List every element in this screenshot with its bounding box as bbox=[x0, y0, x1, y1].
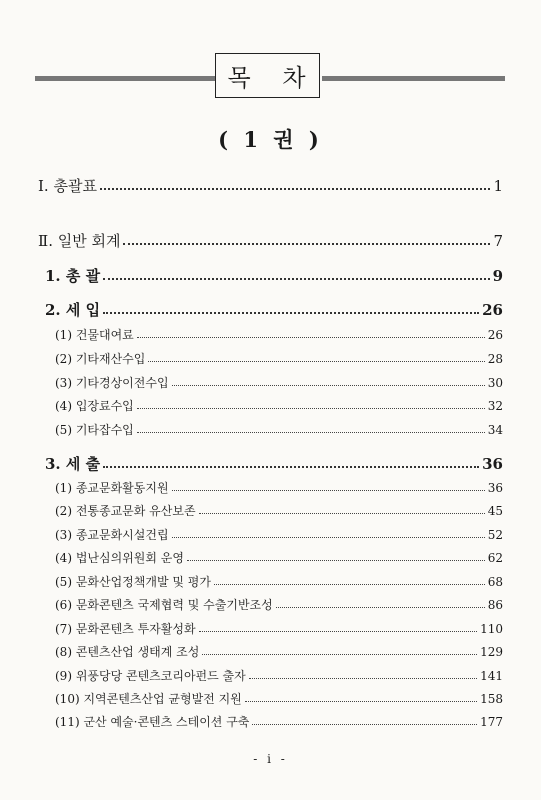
toc-page: 9 bbox=[492, 267, 503, 285]
leader-dots bbox=[148, 361, 484, 362]
toc-label: (1) 건물대여료 bbox=[55, 328, 134, 342]
toc-page: 141 bbox=[480, 669, 503, 683]
toc-label: (10) 지역콘텐츠산업 균형발전 지원 bbox=[55, 692, 242, 706]
leader-dots bbox=[276, 607, 485, 608]
toc-page: 28 bbox=[487, 352, 503, 366]
volume-label: ( 1 권 ) bbox=[218, 127, 323, 152]
leader-dots bbox=[199, 631, 478, 632]
toc-label: (6) 문화콘텐츠 국제협력 및 수출기반조성 bbox=[55, 598, 273, 612]
toc-page: 26 bbox=[487, 328, 503, 342]
leader-dots bbox=[137, 408, 485, 409]
toc-label: (3) 종교문화시설건립 bbox=[55, 528, 169, 542]
leader-dots bbox=[202, 654, 477, 655]
title-rule-left bbox=[35, 76, 215, 81]
toc-item[interactable] bbox=[55, 549, 503, 566]
toc-label: 3. 세 출 bbox=[45, 455, 101, 473]
toc-page: 52 bbox=[487, 528, 503, 542]
toc-label: (5) 문화산업정책개발 및 평가 bbox=[55, 575, 211, 589]
toc-item[interactable] bbox=[55, 502, 503, 519]
leader-dots bbox=[100, 188, 491, 190]
toc-item[interactable] bbox=[55, 620, 503, 637]
toc-page: 45 bbox=[487, 504, 503, 518]
toc-label: (2) 기타재산수입 bbox=[55, 352, 146, 366]
leader-dots bbox=[245, 701, 477, 702]
toc-label: (4) 입장료수입 bbox=[55, 399, 134, 413]
toc-chapter-1[interactable] bbox=[45, 265, 503, 286]
toc-section-1[interactable] bbox=[38, 175, 503, 196]
leader-dots bbox=[187, 560, 485, 561]
leader-dots bbox=[103, 278, 489, 280]
toc-item[interactable] bbox=[55, 479, 503, 496]
toc-chapter-2[interactable] bbox=[45, 299, 503, 320]
toc-label: (8) 콘텐츠산업 생태계 조성 bbox=[55, 645, 200, 659]
leader-dots bbox=[103, 466, 479, 468]
toc-label: (2) 전통종교문화 유산보존 bbox=[55, 504, 196, 518]
toc-page: 110 bbox=[480, 622, 503, 636]
toc-item[interactable] bbox=[55, 326, 503, 343]
toc-page: 36 bbox=[487, 481, 503, 495]
toc-label: (9) 위풍당당 콘텐츠코리아펀드 출자 bbox=[55, 669, 246, 683]
toc-item[interactable] bbox=[55, 690, 503, 707]
toc-label: 1. 총 괄 bbox=[45, 267, 101, 285]
leader-dots bbox=[172, 385, 485, 386]
toc-page: 36 bbox=[482, 455, 503, 473]
toc-page: 129 bbox=[480, 645, 503, 659]
toc-label: Ⅰ. 총괄표 bbox=[38, 177, 97, 195]
toc-page: 86 bbox=[487, 598, 503, 612]
page-title: 목 차 bbox=[215, 53, 320, 98]
toc-item[interactable] bbox=[55, 596, 503, 613]
leader-dots bbox=[103, 312, 479, 314]
toc-label: (1) 종교문화활동지원 bbox=[55, 481, 169, 495]
leader-dots bbox=[137, 432, 485, 433]
toc-label: (3) 기타경상이전수입 bbox=[55, 376, 169, 390]
toc-item[interactable] bbox=[55, 397, 503, 414]
toc-page: 1 bbox=[493, 177, 503, 195]
toc-page: 7 bbox=[493, 232, 503, 250]
leader-dots bbox=[137, 337, 485, 338]
toc-chapter-3[interactable] bbox=[45, 453, 503, 474]
toc-item[interactable] bbox=[55, 643, 503, 660]
leader-dots bbox=[199, 513, 485, 514]
leader-dots bbox=[123, 243, 490, 245]
title-band bbox=[0, 0, 541, 120]
toc-page: 158 bbox=[480, 692, 503, 706]
toc-item[interactable] bbox=[55, 421, 503, 438]
toc-page: 177 bbox=[480, 715, 503, 729]
toc-item[interactable] bbox=[55, 374, 503, 391]
toc-page: 34 bbox=[487, 423, 503, 437]
leader-dots bbox=[172, 537, 485, 538]
page-number: - i - bbox=[253, 752, 288, 766]
title-rule-right bbox=[322, 76, 505, 81]
toc-page: 32 bbox=[487, 399, 503, 413]
leader-dots bbox=[172, 490, 485, 491]
toc-item[interactable] bbox=[55, 526, 503, 543]
toc-label: (11) 군산 예술·콘텐츠 스테이션 구축 bbox=[55, 715, 250, 729]
leader-dots bbox=[214, 584, 485, 585]
toc-item[interactable] bbox=[55, 573, 503, 590]
toc-section-2[interactable] bbox=[38, 230, 503, 251]
toc-label: 2. 세 입 bbox=[45, 301, 101, 319]
toc-page: 62 bbox=[487, 551, 503, 565]
toc-label: Ⅱ. 일반 회계 bbox=[38, 232, 121, 250]
toc-item[interactable] bbox=[55, 667, 503, 684]
toc-label: (7) 문화콘텐츠 투자활성화 bbox=[55, 622, 196, 636]
toc-item[interactable] bbox=[55, 713, 503, 730]
toc-item[interactable] bbox=[55, 350, 503, 367]
toc-page: 68 bbox=[487, 575, 503, 589]
leader-dots bbox=[249, 678, 477, 679]
leader-dots bbox=[252, 724, 477, 725]
toc-page: 26 bbox=[482, 301, 503, 319]
toc-label: (4) 법난심의위원회 운영 bbox=[55, 551, 184, 565]
toc-label: (5) 기타잡수입 bbox=[55, 423, 134, 437]
toc-page: 30 bbox=[487, 376, 503, 390]
